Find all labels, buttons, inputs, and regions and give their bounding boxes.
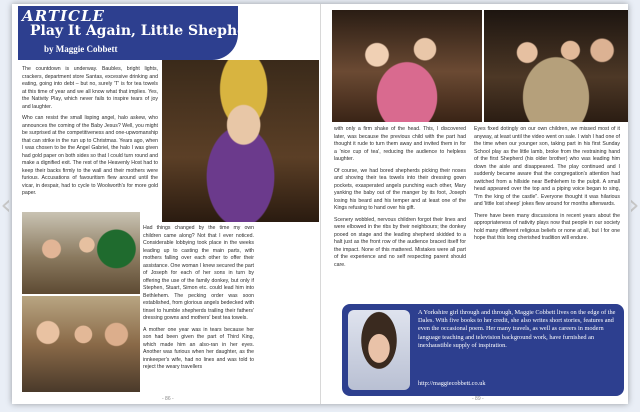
author-photo bbox=[348, 310, 410, 390]
paragraph: Scenery wobbled, nervous children forgot their lines and were elbowed in the ribs by their neighbours; the donkey pooed on stage and the leading shepherd skidded to a halt just as the front row of the audience braced itself for the impact. None of this mattered. Mistakes were all part of the experience and no self respecting parent should care. bbox=[334, 216, 466, 268]
paragraph: Of course, we had bored shepherds picking their noses and shoving their tea towels into their dressing gown pockets, exasperated angels punching each other, Mary yanking the baby out of the manger by its foot, Joseph losing his beard and his temper and at least one of the Kings refusing to hand over his gift. bbox=[334, 167, 466, 211]
text-column-right-2 bbox=[474, 126, 620, 247]
chevron-right-icon[interactable]: › bbox=[628, 187, 640, 221]
magazine-spread bbox=[12, 4, 628, 404]
chevron-left-icon[interactable]: ‹ bbox=[0, 187, 12, 221]
article-tag: ARTICLE bbox=[22, 7, 105, 25]
photo-nativity-kings bbox=[484, 10, 628, 122]
paragraph: Who can resist the small lisping angel, halo askew, who announces the coming of the Baby Jesus? Well, you might be surprised at the competitiveness and one-upwomanship that can strike in the run up to Christmas. Years ago, when I was chosen to be the Angel Gabriel, the halo I was given had gold paper on both sides so that I could turn round and make a dignified exit. The rest of the Heavenly Host had to keep their backs firmly to the wall and their mothers were furious. Accusations of favouritism flew around until the vicar, in despair, had to cycle to Woolworth's for more gold paper. bbox=[22, 115, 158, 196]
page-number-left: - 86 - bbox=[162, 396, 174, 402]
author-bio-box bbox=[342, 304, 624, 396]
paragraph: The countdown is underway. Baubles, bright lights, crackers, department store Santas, excessive drinking and eating, going into debt – but no, surely 'T' is for tea towels at this time of year and we all know what that implies. Yes, the Nativity Play, which never fails to inspire tears of joy and laughter. bbox=[22, 66, 158, 110]
author-website-link[interactable]: http://maggiecobbett.co.uk bbox=[418, 380, 486, 387]
text-column-left-top bbox=[22, 66, 158, 202]
photo-children-nativity bbox=[22, 212, 140, 294]
paragraph: Eyes fixed dotingly on our own children, we missed most of it anyway, at least until the video went on sale. I wish I had one of the time when our younger son, taking part in his first Sunday School play as the little lamb, broke from the restraining hand of the first Shepherd (his older brother) who was leading him down the aisle and disappeared. The play continued and I suddenly became aware that the congregation's attention had switched from a hillside near Bethlehem to the pulpit. A small head appeared over the top and a piping voice began to sing, "I'm the king of the castle". Everyone thought it was hilarious and 'little lost sheep' jokes flew around for months afterwards. bbox=[474, 126, 620, 207]
article-header bbox=[18, 6, 278, 60]
text-column-right-1 bbox=[334, 126, 466, 273]
photo-nativity-mary bbox=[332, 10, 482, 122]
article-title: Play It Again, Little Shepherds! bbox=[30, 23, 278, 39]
text-column-left-bottom bbox=[143, 225, 254, 376]
paragraph: with only a firm shake of the head. This, I discovered later, was because the previous child with the part had thought it rude to turn them away and invited them in for a 'nice cup of tea', reducing the audience to helpless laughter. bbox=[334, 126, 466, 162]
paragraph: Had things changed by the time my own children came along? Not that I ever noticed. Considerable lobbying took place in the weeks leading up to casting the main parts, with mothers falling over each other to offer their assistance. One woman I knew secured the part of Joseph for each of her sons in turn by offering the use of the family donkey, but only if Stephen, Stuart, Simon etc. could lead him into Bethlehem. The pecking order was soon established, from glorious angels bedecked with tinsel to humble shepherds trailing their fathers' dressing gowns and mothers' best tea towels. bbox=[143, 225, 254, 321]
article-byline: by Maggie Cobbett bbox=[44, 44, 118, 54]
photo-child-angel bbox=[162, 60, 319, 222]
photo-children-shepherds bbox=[22, 296, 140, 392]
page-number-right: - 89 - bbox=[472, 396, 484, 402]
author-bio-text: A Yorkshire girl through and through, Maggie Cobbett lives on the edge of the Dales. With five books to her credit, she also writes short stories, features and even the occasional poem. Her many travels, as well as careers in modern language teaching and television background work, have furnished an inexhaustible supply of inspiration. bbox=[418, 309, 616, 349]
paragraph: A mother one year was in tears because her son had been given the part of Third King, which made him an also-ran in her eyes. Another was furious when her daughter, as the innkeeper's wife, had no lines and was told to reject the weary travellers bbox=[143, 326, 254, 370]
paragraph: There have been many discussions in recent years about the appropriateness of nativity plays now that people in our society hold many different religious beliefs or none at all, but I for one hope that this long cherished tradition will endure. bbox=[474, 212, 620, 241]
page-gutter bbox=[320, 4, 321, 404]
